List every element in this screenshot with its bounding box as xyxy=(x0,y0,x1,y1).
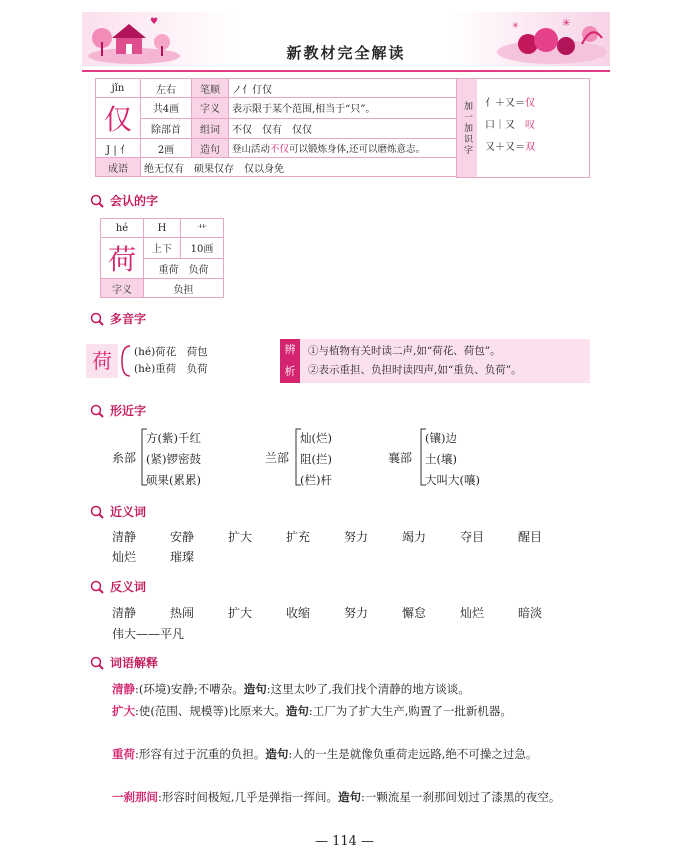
word: 暗淡 xyxy=(518,606,543,620)
similar-radical: 糸部 xyxy=(112,451,137,465)
synonyms-row xyxy=(112,548,592,565)
similar-group-1 xyxy=(146,428,201,491)
explain-word: 扩大 xyxy=(112,704,135,718)
word: 清静 xyxy=(112,530,137,544)
explain-label: 造句 xyxy=(285,704,309,718)
explain-sentence: :人的一生是就像负重荷走远路,绝不可操之过急。 xyxy=(288,747,538,761)
word: 努力 xyxy=(344,530,369,544)
section-antonyms xyxy=(90,578,146,595)
polyphone-char: 荷 xyxy=(86,344,118,378)
explain-def: :(环境)安静;不嘈杂。 xyxy=(135,682,244,696)
magnifier-icon xyxy=(90,194,104,208)
rec-meaning-label: 字义 xyxy=(101,279,144,298)
analysis-label xyxy=(280,339,300,383)
add-formula: 又＋又＝ xyxy=(485,142,525,153)
similar-item: (镶)边 xyxy=(425,431,457,445)
word: 伟大——平凡 xyxy=(112,627,185,641)
word: 懈怠 xyxy=(402,606,427,620)
recognize-table xyxy=(100,218,224,298)
svg-text:✳: ✳ xyxy=(512,21,519,30)
section-synonyms xyxy=(90,503,146,520)
similar-group-2 xyxy=(300,428,332,491)
analysis-note: ②表示重担、负担时读四声,如“重负、负荷”。 xyxy=(308,364,522,376)
stroke-order-label: 笔顺 xyxy=(192,79,229,98)
add-char-label: 加一加识字 xyxy=(457,79,477,177)
radical-strokes: 2画 xyxy=(141,139,192,158)
explain-word: 重荷 xyxy=(112,747,135,761)
char-meaning: 表示限于某个范围,相当于“只”。 xyxy=(229,98,470,119)
similar-item: 大叫大(嚷) xyxy=(425,473,480,487)
radical-desc: 除部首 xyxy=(141,118,192,139)
svg-text:♥: ♥ xyxy=(150,17,159,27)
section-explanation xyxy=(90,654,158,671)
word: 灿烂 xyxy=(112,550,137,564)
char-compounds: 不仅 仅有 仅仅 xyxy=(229,118,470,139)
word: 热闹 xyxy=(170,606,195,620)
sentence-part: 登山活动 xyxy=(232,144,271,155)
char-idioms: 绝无仅有 硕果仅存 仅以身免 xyxy=(141,158,470,177)
header-title: 新教材完全解读 xyxy=(286,44,406,62)
word: 收缩 xyxy=(286,606,311,620)
char-table xyxy=(95,78,470,177)
section-polyphone-title: 多音字 xyxy=(110,312,147,326)
brace-icon xyxy=(118,344,132,378)
add-row xyxy=(485,137,535,159)
rec-radical-letter: H xyxy=(144,219,181,238)
explain-sentence: :工厂为了扩大生产,购置了一批新机器。 xyxy=(308,704,512,718)
char-pinyin: jǐn xyxy=(96,79,141,98)
section-similar xyxy=(90,402,146,419)
similar-radical: 襄部 xyxy=(388,451,413,465)
analysis-label-char: 辨 xyxy=(284,343,296,356)
word: 竭力 xyxy=(402,530,427,544)
svg-text:✳: ✳ xyxy=(562,18,571,29)
similar-item: 土(壤) xyxy=(425,452,457,466)
add-formula: 亻＋又＝ xyxy=(485,98,525,109)
explain-label: 造句 xyxy=(243,682,267,696)
rec-structure: 上下 xyxy=(144,238,181,259)
similar-item: 硕果(累累) xyxy=(146,473,201,487)
analysis-box xyxy=(280,339,590,383)
word: 扩大 xyxy=(228,530,253,544)
explain-def: :形容有过于沉重的负担。 xyxy=(135,747,266,761)
explanation-item xyxy=(97,744,592,765)
analysis-label-char: 析 xyxy=(284,365,296,378)
antonyms-row xyxy=(112,604,592,621)
word: 醒目 xyxy=(518,530,543,544)
section-similar-title: 形近字 xyxy=(110,404,147,418)
explain-def: :形容时间极短,几乎是弹指一挥间。 xyxy=(158,790,339,804)
word: 扩充 xyxy=(286,530,311,544)
explain-word: 清静 xyxy=(112,682,135,696)
word: 努力 xyxy=(344,606,369,620)
similar-item: (紧)锣密鼓 xyxy=(146,452,201,466)
magnifier-icon xyxy=(90,404,104,418)
rec-pinyin: hé xyxy=(101,219,144,238)
char-glyph: 仅 xyxy=(96,98,141,139)
word: 灿烂 xyxy=(460,606,485,620)
explanation-item xyxy=(97,787,592,808)
word: 璀璨 xyxy=(170,550,195,564)
explain-def: :使(范围、规模等)比原来大。 xyxy=(135,704,286,718)
add-result: 双 xyxy=(525,142,535,153)
sentence-part: 可以锻炼身体,还可以磨炼意志。 xyxy=(289,144,426,155)
char-sentence xyxy=(229,139,470,158)
antonyms-row xyxy=(112,625,184,642)
add-row xyxy=(485,93,535,115)
rec-words: 重荷 负荷 xyxy=(144,258,224,279)
char-structure: 左右 xyxy=(141,79,192,98)
meaning-label: 字义 xyxy=(192,98,229,119)
word: 夺目 xyxy=(460,530,485,544)
sentence-label: 造句 xyxy=(192,139,229,158)
section-antonyms-title: 反义词 xyxy=(110,580,147,594)
rec-char: 荷 xyxy=(101,238,144,279)
section-explanation-title: 词语解释 xyxy=(110,656,159,670)
explain-label: 造句 xyxy=(265,747,289,761)
magnifier-icon xyxy=(90,580,104,594)
explanation-item xyxy=(97,701,592,722)
magnifier-icon xyxy=(90,656,104,670)
header-divider xyxy=(82,70,610,72)
explain-label: 造句 xyxy=(338,790,362,804)
add-result: 仅 xyxy=(525,98,535,109)
rec-strokes: 10画 xyxy=(181,238,224,259)
explain-word: 一刹那间 xyxy=(112,790,158,804)
similar-radical: 兰部 xyxy=(265,451,290,465)
polyphone-reading: (hè)重荷 负荷 xyxy=(134,363,208,375)
similar-item: 方(紫)千红 xyxy=(146,431,201,445)
rec-meaning: 负担 xyxy=(144,279,224,298)
compound-label: 组词 xyxy=(192,118,229,139)
analysis-note: ①与植物有关时读二声,如“荷花、荷包”。 xyxy=(308,345,501,357)
polyphone-reading: (hé)荷花 荷包 xyxy=(134,346,208,358)
page-header xyxy=(82,12,610,66)
explain-sentence: :这里太吵了,我们找个清静的地方谈谈。 xyxy=(266,682,470,696)
polyphone-readings xyxy=(134,344,208,378)
explanation-list xyxy=(112,679,590,700)
section-recognize xyxy=(90,192,158,209)
radical-char: 亻 xyxy=(119,144,130,156)
magnifier-icon xyxy=(90,505,104,519)
add-char-box xyxy=(456,78,590,178)
explanation-item xyxy=(112,679,590,700)
add-char-rows xyxy=(485,93,535,159)
word: 扩大 xyxy=(228,606,253,620)
radical-glyph: J xyxy=(106,144,111,156)
section-polyphone xyxy=(90,310,146,327)
analysis-notes xyxy=(308,342,522,380)
stroke-count: 共4画 xyxy=(141,98,192,119)
explain-sentence: :一颗流星一刹那间划过了漆黑的夜空。 xyxy=(361,790,561,804)
section-synonyms-title: 近义词 xyxy=(110,505,147,519)
similar-item: 阻(拦) xyxy=(300,452,332,466)
section-recognize-title: 会认的字 xyxy=(110,194,159,208)
sentence-highlight: 不仅 xyxy=(270,144,290,155)
add-formula: 口｜又 xyxy=(485,120,525,131)
word: 清静 xyxy=(112,606,137,620)
similar-item: 灿(烂) xyxy=(300,431,332,445)
word: 安静 xyxy=(170,530,195,544)
magnifier-icon xyxy=(90,312,104,326)
idiom-label: 成语 xyxy=(96,158,141,177)
stroke-order: ノ亻仃仅 xyxy=(229,79,470,98)
add-result: 叹 xyxy=(525,120,535,131)
synonyms-row xyxy=(112,528,592,545)
similar-group-3 xyxy=(425,428,480,491)
add-row xyxy=(485,115,535,137)
page-number: — 114 — xyxy=(314,834,375,849)
similar-item: (栏)杆 xyxy=(300,473,332,487)
radical-cell: J | 亻 xyxy=(96,139,141,158)
rec-radical: 艹 xyxy=(181,219,224,238)
